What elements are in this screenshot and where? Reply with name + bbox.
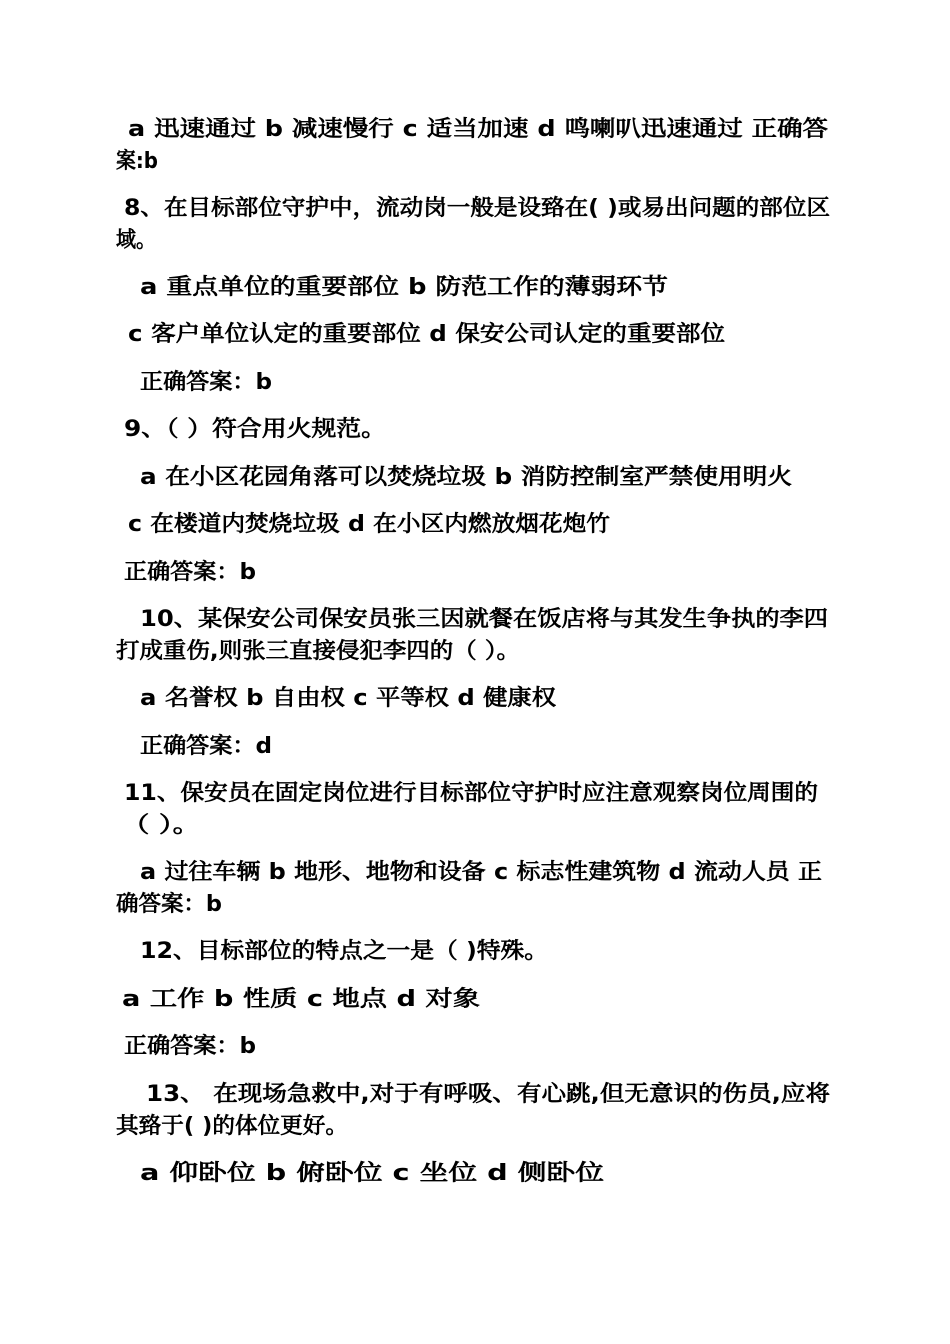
text-line: a 仰卧位 b 俯卧位 c 坐位 d 侧卧位 (140, 1161, 604, 1186)
q13-question-line-2 (116, 1112, 348, 1142)
text-line: a 迅速通过 b 减速慢行 c 适当加速 d 鸣喇叭迅速通过 正确答 (128, 117, 829, 142)
text-line: （ ）。 (122, 813, 201, 838)
q13-question-line-1 (146, 1080, 831, 1110)
text-line: 8、在目标部位守护中，流动岗一般是设臵在( )或易出问题的部位区 (124, 196, 831, 221)
text-line: a 过往车辆 b 地形、地物和设备 c 标志性建筑物 d 流动人员 正 (140, 860, 823, 885)
q9-options-line-2 (128, 510, 610, 540)
q7-options-line (128, 115, 829, 145)
q8-answer-line (140, 368, 272, 398)
text-line: 确答案：b (116, 892, 223, 917)
q10-options-line (140, 684, 556, 714)
q12-question-line (140, 937, 549, 967)
text-line: 案:b (116, 149, 158, 174)
q11-options-line (140, 858, 823, 888)
text-line: a 重点单位的重要部位 b 防范工作的薄弱环节 (140, 275, 668, 300)
text-line: a 名誉权 b 自由权 c 平等权 d 健康权 (140, 686, 556, 711)
q10-answer-line (140, 732, 272, 762)
q9-question-line (124, 415, 387, 445)
text-line: c 客户单位认定的重要部位 d 保安公司认定的重要部位 (128, 322, 726, 347)
text-line: a 工作 b 性质 c 地点 d 对象 (122, 987, 481, 1012)
text-line: a 在小区花园角落可以焚烧垃圾 b 消防控制室严禁使用明火 (140, 465, 793, 490)
q12-answer-line (124, 1032, 256, 1062)
text-line: 10、某保安公司保安员张三因就餐在饭店将与其发生争执的李四 (140, 607, 829, 632)
q7-answer-line (116, 147, 163, 177)
q8-options-line-1 (140, 273, 668, 303)
text-line: 正确答案：d (140, 734, 272, 759)
q8-options-line-2 (128, 320, 726, 350)
text-line: 打成重伤,则张三直接侵犯李四的（ ）。 (116, 639, 521, 664)
text-line: c 在楼道内焚烧垃圾 d 在小区内燃放烟花炮竹 (128, 512, 610, 537)
q9-answer-line (124, 558, 256, 588)
text-line: 11、保安员在固定岗位进行目标部位守护时应注意观察岗位周围的 (124, 781, 819, 806)
text-line: 正确答案：b (124, 560, 256, 585)
text-line: 9、（ ）符合用火规范。 (124, 417, 387, 442)
text-line: 13、 在现场急救中,对于有呼吸、有心跳,但无意识的伤员,应将 (146, 1082, 831, 1107)
q11-question-line-2 (122, 811, 201, 841)
q8-question-line-2 (116, 226, 160, 256)
q10-question-line-1 (140, 605, 829, 635)
text-line: 正确答案：b (140, 370, 272, 395)
text-line: 12、目标部位的特点之一是（ )特殊。 (140, 939, 549, 964)
q10-question-line-2 (116, 637, 521, 667)
text-line: 其臵于( )的体位更好。 (116, 1114, 348, 1139)
text-line: 域。 (116, 228, 157, 253)
q11-answer-line (116, 890, 223, 920)
q8-question-line-1 (124, 194, 831, 224)
q11-question-line-1 (124, 779, 819, 809)
q13-options-line (140, 1159, 604, 1189)
q12-options-line (122, 985, 481, 1015)
q9-options-line-1 (140, 463, 793, 493)
text-line: 正确答案：b (124, 1034, 256, 1059)
